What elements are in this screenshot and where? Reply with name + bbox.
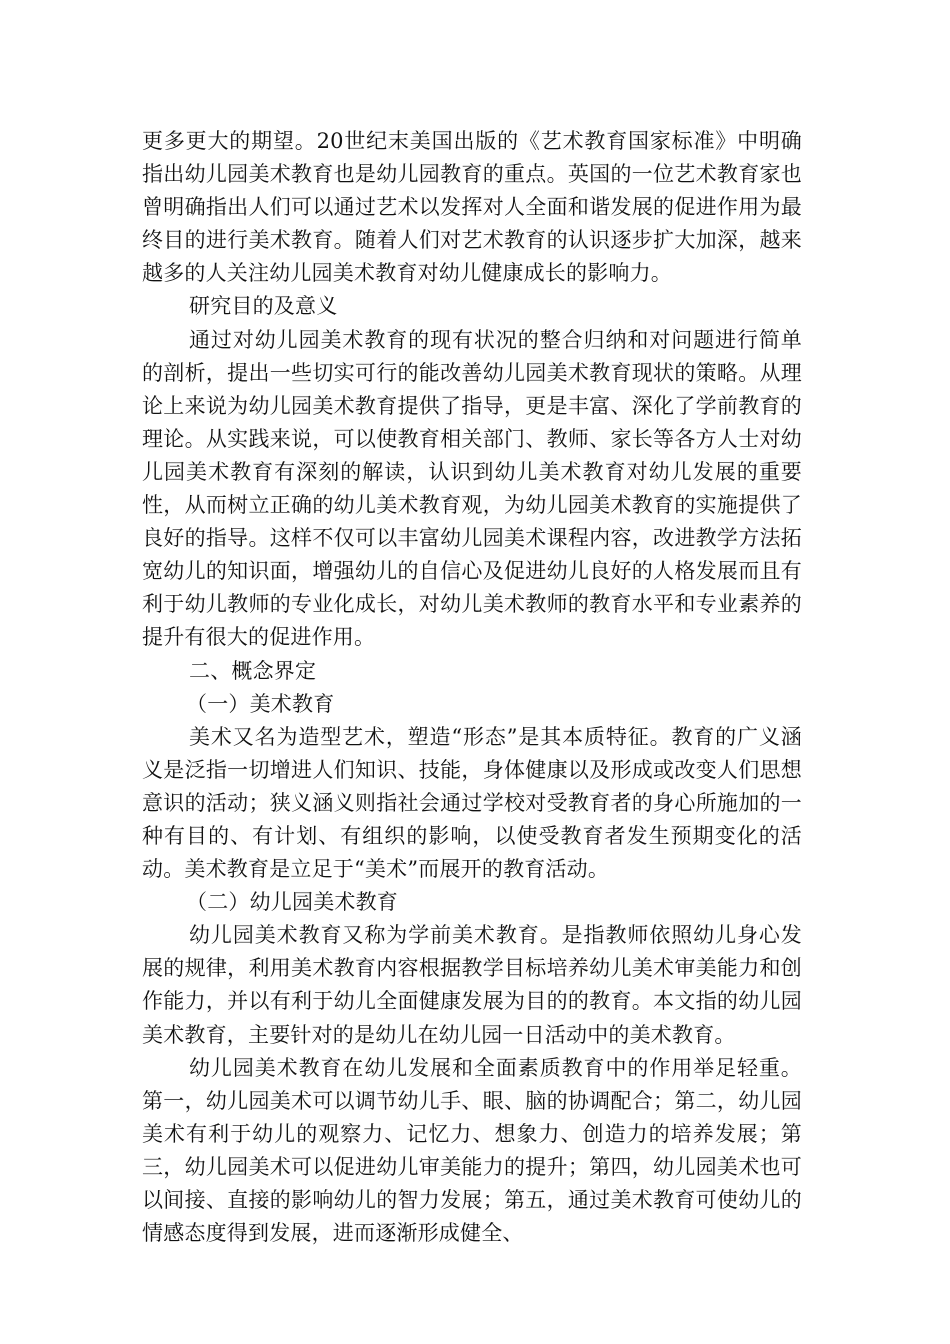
subheading-kindergarten-art-education: （二）幼儿园美术教育: [186, 890, 398, 915]
paragraph-kindergarten-art-education: 幼儿园美术教育又称为学前美术教育。是指教师依照幼儿身心发展的规律，利用美术教育内容根据教学目标培养幼儿美术审美能力和创作能力，并以有利于幼儿全面健康发展为目的的教育。本文指的幼儿园美术教育，主要针对的是幼儿在幼儿园一日活动中的美术教育。: [142, 923, 802, 1047]
paragraph-continued: 更多更大的期望。20世纪末美国出版的《艺术教育国家标准》中明确指出幼儿园美术教育也是幼儿园教育的重点。英国的一位艺术教育家也曾明确指出人们可以通过艺术以发挥对人全面和谐发展的促进作用为最终目的进行美术教育。随着人们对艺术教育的认识逐步扩大加深，越来越多的人关注幼儿园美术教育对幼儿健康成长的影响力。: [142, 129, 802, 286]
paragraph-research-purpose: 通过对幼儿园美术教育的现有状况的整合归纳和对问题进行简单的剖析，提出一些切实可行的能改善幼儿园美术教育现状的策略。从理论上来说为幼儿园美术教育提供了指导，更是丰富、深化了学前教育的理论。从实践来说，可以使教育相关部门、教师、家长等各方人士对幼儿园美术教育有深刻的解读，认识到幼儿美术教育对幼儿发展的重要性，从而树立正确的幼儿美术教育观，为幼儿园美术教育的实施提供了良好的指导。这样不仅可以丰富幼儿园美术课程内容，改进教学方法拓宽幼儿的知识面，增强幼儿的自信心及促进幼儿良好的人格发展而且有利于幼儿教师的专业化成长，对幼儿美术教师的教育水平和专业素养的提升有很大的促进作用。: [142, 327, 802, 650]
subheading-art-education: （一）美术教育: [186, 691, 335, 716]
paragraph-role-of-art-education: 幼儿园美术教育在幼儿发展和全面素质教育中的作用举足轻重。第一，幼儿园美术可以调节幼儿手、眼、脑的协调配合；第二，幼儿园美术有利于幼儿的观察力、记忆力、想象力、创造力的培养发展；第三，幼儿园美术可以促进幼儿审美能力的提升；第四，幼儿园美术也可以间接、直接的影响幼儿的智力发展；第五，通过美术教育可使幼儿的情感态度得到发展，进而逐渐形成健全、: [142, 1055, 802, 1246]
document-page: [142, 125, 802, 1250]
section-heading-research-purpose: 研究目的及意义: [189, 294, 338, 319]
section-heading-concept-definition: 二、概念界定: [189, 658, 317, 683]
paragraph-art-education: 美术又名为造型艺术，塑造“形态”是其本质特征。教育的广义涵义是泛指一切增进人们知识、技能，身体健康以及形成或改变人们思想意识的活动；狭义涵义则指社会通过学校对受教育者的身心所施加的一种有目的、有计划、有组织的影响，以使受教育者发生预期变化的活动。美术教育是立足于“美术”而展开的教育活动。: [142, 724, 802, 882]
